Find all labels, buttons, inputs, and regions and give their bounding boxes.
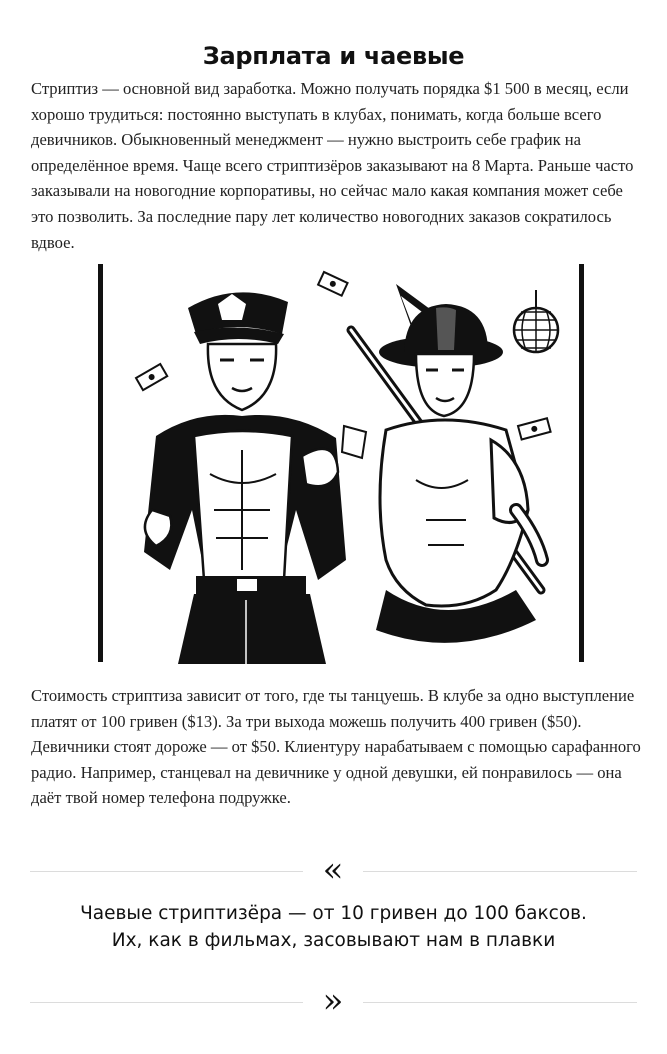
pull-quote-line-2: Их, как в фильмах, засовывают нам в плавки <box>111 930 556 951</box>
disco-ball-icon <box>514 290 558 352</box>
pull-quote-line-1: Чаевые стриптизёра — от 10 гривен до 100 баксов. <box>80 903 587 924</box>
paragraph-earnings: Стриптиз — основной вид заработка. Можно получать порядка $1 500 в месяц, если хорошо трудиться: постоянно выступать в клубах, понимать, когда больше всего девичников. Обыкновенный менеджмент — нужно выстроить себе график на определённое время. Чаще всего стриптизёров заказывают на 8 Марта. Раньше часто заказывали на новогодние корпоративы, но сейчас мало какая компания может себе это позволить. За последние пару лет количество новогодних заказов сократилось вдвое. <box>31 79 634 252</box>
section-heading: Зарплата и чаевые <box>202 41 465 70</box>
pull-quote <box>30 900 637 954</box>
quote-close-icon: » <box>303 984 363 1018</box>
stripper-illustration <box>96 260 588 664</box>
banknote-icon <box>518 418 551 439</box>
firefighter-figure <box>351 284 542 643</box>
left-frame-bar <box>98 264 103 662</box>
police-officer-figure <box>144 292 366 664</box>
quote-open-icon: « <box>303 853 363 887</box>
right-frame-bar <box>579 264 584 662</box>
banknote-icon <box>136 364 167 390</box>
paragraph-pricing: Стоимость стриптиза зависит от того, где ты танцуешь. В клубе за одно выступление платят от 100 гривен ($13). За три выхода можешь получить 400 гривен ($50). Девичники стоят дороже — от $50. Клиентуру нарабатываем с помощью сарафанного радио. Например, станцевал на девичнике у одной девушки, ей понравилось — она даёт твой номер телефона подружке. <box>31 686 641 808</box>
banknote-icon <box>318 272 347 296</box>
